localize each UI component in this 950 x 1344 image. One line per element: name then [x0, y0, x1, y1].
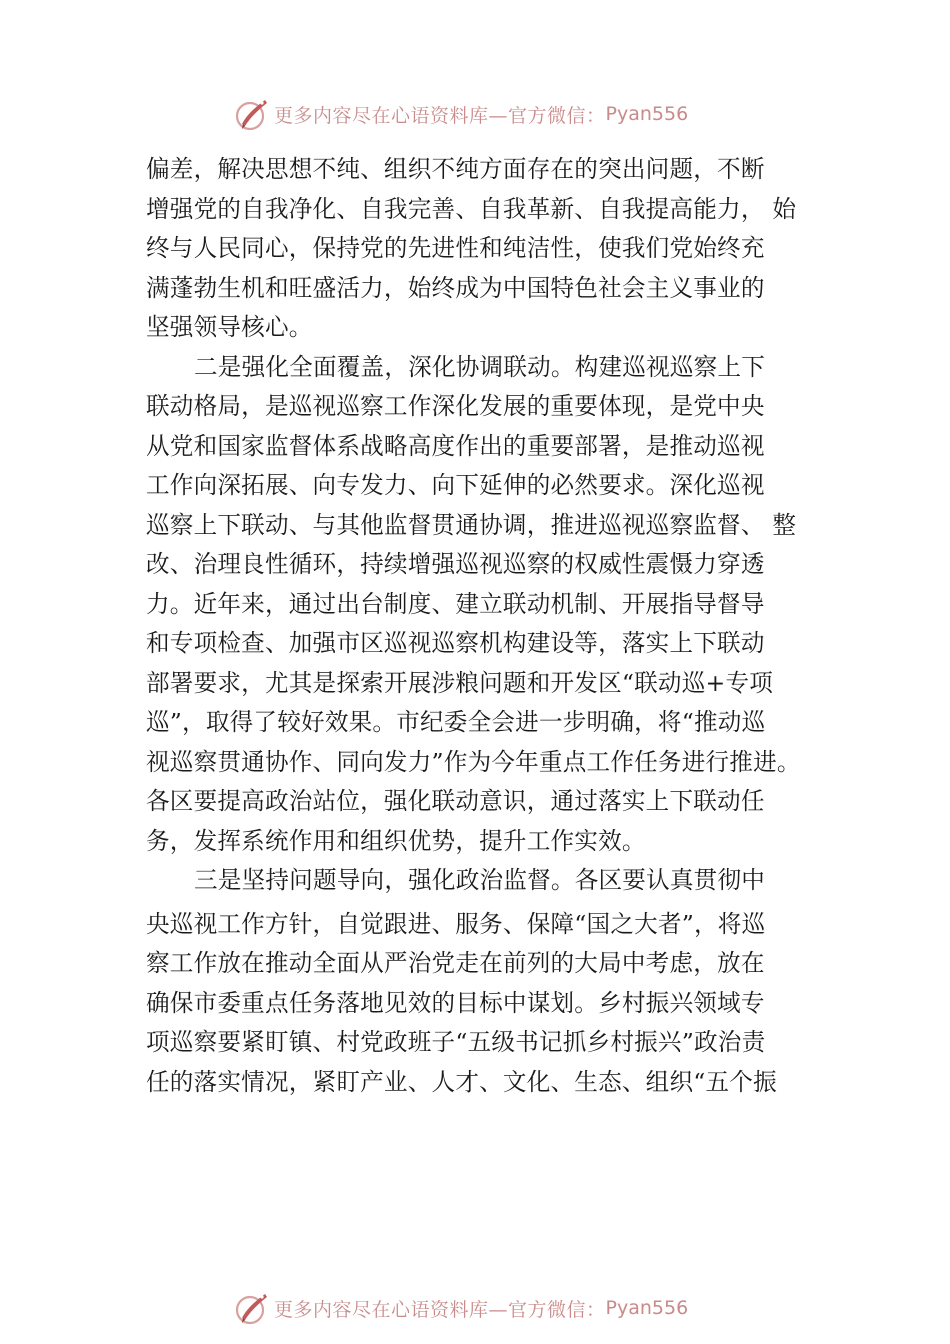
paragraph-2 — [146, 348, 836, 862]
text-line: 增强党的自我净化、自我完善、自我革新、自我提高能力， 始 — [146, 194, 797, 223]
text-line: 坚强领导核心。 — [146, 313, 313, 341]
text-line: 工作向深拓展、向专发力、向下延伸的必然要求。深化巡视 — [146, 471, 765, 499]
text-line: 从党和国家监督体系战略高度作出的重要部署，是推动巡视 — [146, 431, 765, 460]
text-line: 视巡察贯通协作、同向发力”作为今年重点工作任务进行推进。 — [146, 747, 801, 776]
text-line: 巡察上下联动、与其他监督贯通协调，推进巡视巡察监督、 整 — [146, 510, 797, 539]
text-line: 央巡视工作方针，自觉跟进、服务、保障“国之大者”，将巡 — [146, 909, 766, 938]
watermark-wechat-id: Pyan556 — [605, 103, 689, 125]
text-line: 确保市委重点任务落地见效的目标中谋划。乡村振兴领域专 — [146, 988, 765, 1017]
pen-logo-icon — [232, 94, 272, 134]
text-line: 部署要求，尤其是探索开展涉粮问题和开发区“联动巡+专项 — [146, 668, 774, 697]
footer-watermark — [232, 1288, 688, 1328]
text-line: 和专项检查、加强市区巡视巡察机构建设等，落实上下联动 — [146, 629, 765, 657]
watermark-text: 更多内容尽在心语资料库—官方微信： — [274, 1298, 606, 1321]
text-line: 各区要提高政治站位，强化联动意识，通过落实上下联动任 — [146, 787, 765, 815]
text-line: 力。近年来，通过出台制度、建立联动机制、开展指导督导 — [146, 589, 765, 618]
pen-logo-icon — [232, 1288, 272, 1328]
text-line: 偏差，解决思想不纯、组织不纯方面存在的突出问题，不断 — [146, 155, 765, 183]
document-body — [146, 150, 836, 1102]
paragraph-1 — [146, 150, 836, 348]
watermark-wechat-id: Pyan556 — [605, 1297, 689, 1319]
header-watermark — [232, 94, 688, 134]
text-line: 三是坚持问题导向，强化政治监督。各区要认真贯彻中 — [194, 866, 766, 894]
paragraph-3 — [146, 861, 836, 1102]
text-line: 任的落实情况，紧盯产业、人才、文化、生态、组织“五个振 — [146, 1067, 777, 1096]
text-line: 项巡察要紧盯镇、村党政班子“五级书记抓乡村振兴”政治责 — [146, 1028, 766, 1056]
text-line: 终与人民同心，保持党的先进性和纯洁性，使我们党始终充 — [146, 234, 765, 262]
text-line: 联动格局，是巡视巡察工作深化发展的重要体现，是党中央 — [146, 392, 765, 420]
watermark-text: 更多内容尽在心语资料库—官方微信： — [274, 104, 606, 127]
text-line: 满蓬勃生机和旺盛活力，始终成为中国特色社会主义事业的 — [146, 273, 765, 302]
text-line: 务，发挥系统作用和组织优势，提升工作实效。 — [146, 826, 646, 855]
text-line: 察工作放在推动全面从严治党走在前列的大局中考虑，放在 — [146, 949, 765, 977]
text-line: 改、治理良性循环，持续增强巡视巡察的权威性震慑力穿透 — [146, 550, 765, 578]
text-line: 二是强化全面覆盖，深化协调联动。构建巡视巡察上下 — [194, 352, 766, 381]
text-line: 巡”，取得了较好效果。市纪委全会进一步明确，将“推动巡 — [146, 708, 766, 736]
